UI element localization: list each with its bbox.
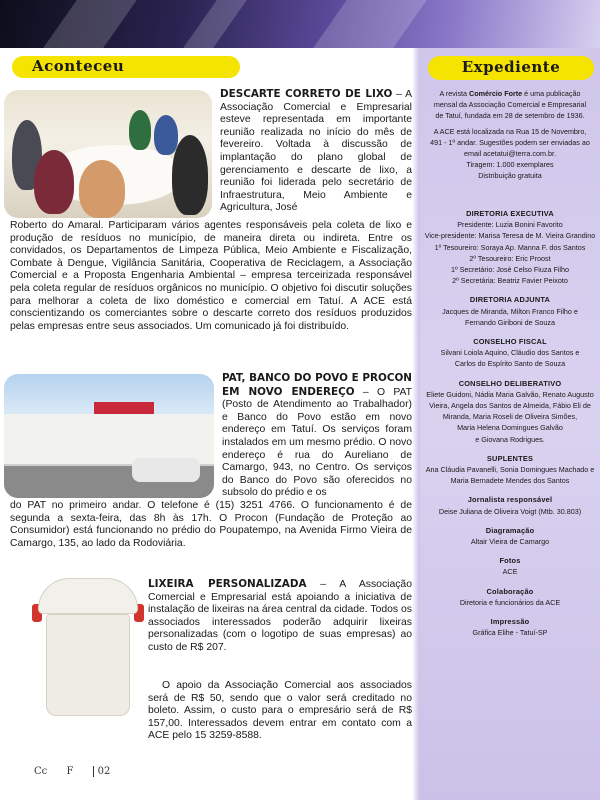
staff-section-title: DIRETORIA EXECUTIVA (466, 209, 554, 218)
person-figure (172, 135, 208, 215)
staff-line: Silvani Loiola Aquino, Cláudio dos Santos e (440, 348, 580, 358)
staff-section (420, 208, 600, 286)
staff-section-title: Impressão (490, 617, 530, 627)
staff-line: Presidente: Luzia Bonini Favorito (457, 220, 563, 230)
staff-line: Maria Helena Domingues Galvão (457, 423, 563, 433)
staff-section (420, 336, 600, 370)
intro-text: A revista (439, 89, 470, 98)
person-figure (34, 150, 74, 214)
staff-section-title: DIRETORIA ADJUNTA (469, 295, 551, 305)
page-footer (34, 766, 126, 777)
staff-line: Vieira, Angela dos Santos de Almeida, Fábio Eli de (429, 401, 591, 411)
staff-section (420, 494, 600, 516)
staff-sections (420, 208, 600, 647)
expediente-sidebar (420, 48, 600, 800)
staff-line: e Giovana Rodrigues. (475, 434, 545, 444)
staff-section (420, 555, 600, 577)
staff-line: Miranda, Maria Roseli de Oliveira Simões, (442, 412, 578, 422)
footer-mark-mid: F (66, 766, 74, 777)
staff-line: 1º Secretário: José Celso Fiuza Filho (450, 265, 570, 275)
staff-line: Jacques de Miranda, Milton Franco Filho e (442, 306, 578, 316)
staff-line: 1º Tesoureiro: Soraya Ap. Manna F. dos Santos (434, 242, 586, 252)
staff-line: 2º Secretária: Beatriz Favier Peixoto (452, 276, 568, 286)
footer-divider (93, 766, 94, 777)
person-figure (79, 160, 125, 218)
staff-line: Carlos do Espírito Santo de Souza (454, 359, 566, 369)
staff-line: Deise Juliana de Oliveira Voigt (Mtb. 30.803) (438, 506, 582, 516)
trash-bin-image (32, 578, 144, 718)
person-figure (154, 115, 178, 155)
staff-section (420, 378, 600, 445)
staff-line: ACE (502, 567, 518, 577)
staff-line: Eliete Guidoni, Nádia Maria Galvão, Renato Augusto (426, 389, 594, 399)
section-header-aconteceu (12, 56, 240, 78)
article-descarte-title: DESCARTE CORRETO DE LIXO (220, 88, 393, 100)
section-header-expediente (428, 56, 594, 80)
building-wall (4, 414, 214, 464)
article-lixeira-body: O apoio da Associação Comercial aos associados será de R$ 50, sendo que o valor será creditado no boleto. Assim, o custo para o empresário será de R$ 157,00. Interessados devem entrar em contato com a ACE pelo 15 3259-8588. (148, 680, 412, 742)
building-sign (94, 402, 154, 414)
article-lixeira-lead-text: – A Associação Comercial e Empresarial está apoiando a iniciativa de instalação de lixeiras na área central da cidade. Todos os associados interessados poderão adquirir lixeiras personalizadas (com o logotipo de suas empresas) ao custo de R$ 207. (148, 579, 412, 653)
expediente-intro (420, 88, 600, 182)
staff-section (420, 586, 600, 608)
section-header-label: Expediente (461, 58, 561, 76)
article-pat-body: do PAT no primeiro andar. O telefone é (15) 3251 4766. O funcionamento é de segunda a sexta-feira, das 8h às 17h. O Procon (Fundação de Proteção ao Consumidor) está funcionando no prédio do Poupatempo, na Avenida Firmo Vieira de Camargo, 135, ao lado da Rodoviária. (10, 500, 412, 549)
staff-section-title: Colaboração (486, 586, 534, 596)
building-photo (4, 374, 214, 498)
staff-line: Altair Vieira de Camargo (470, 537, 550, 547)
article-pat-title: PAT, BANCO DO POVO E PROCON EM NOVO ENDEREÇO (222, 372, 412, 398)
footer-mark-left: Cc (34, 766, 48, 777)
staff-section (420, 453, 600, 487)
tiragem-text: Tiragem: 1.000 exemplares (466, 160, 554, 170)
staff-section-title: SUPLENTES (486, 453, 534, 463)
staff-line: Diretoria e funcionários da ACE (459, 597, 561, 607)
section-header-label: Aconteceu (32, 57, 125, 75)
page-number: 02 (97, 766, 111, 777)
article-descarte-body: Roberto do Amaral. Participaram vários agentes responsáveis pela coleta de lixo e produção de resíduos no município, de maneira direta ou indireta. Entre os convidados, os Departamentos de Limpeza Pública, Meio Ambiente e Fiscalização, Combate à Dengue, Vigilância Sanitária, Cooperativa de Reciclagem, a Associação Comercial e a Proposta Engenharia Ambiental – empresa terceirizada responsável pela coleta regular de resíduos orgânicos no município. O objetivo foi discutir soluções para melhorar a coleta de lixo doméstico e comercial em Tatuí. A ACE está conscientizando os comerciantes sobre o descarte correto dos resíduos produzidos pelas empresas entre seus associados. Um comunicado já foi distribuído. (10, 220, 412, 332)
meeting-photo (4, 90, 212, 218)
article-descarte-lead (220, 88, 412, 215)
distribuicao-text: Distribuição gratuita (478, 171, 542, 181)
staff-line: Vice-presidente: Marisa Teresa de M. Vieira Grandino (424, 231, 596, 241)
staff-line: Gráfica Elihe - Tatuí-SP (472, 628, 548, 638)
bin-body (46, 614, 130, 716)
address-text: A ACE está localizada na Rua 15 de Novembro, 491 - 1º andar. Sugestões podem ser enviadas ao email acetatui@terra.com.br. (430, 126, 590, 159)
bin-lid (38, 578, 138, 614)
staff-section (420, 294, 600, 328)
staff-section-title: Fotos (499, 556, 521, 566)
intro-text: é uma publicação mensal da Associação Comercial e Empresarial de Tatuí, fundada em 28 de setembro de 1936. (433, 89, 587, 121)
staff-section-title: CONSELHO DELIBERATIVO (458, 378, 562, 388)
person-figure (129, 110, 151, 150)
staff-section-title: Diagramação (485, 525, 535, 535)
staff-line: 2º Tesoureiro: Eric Proost (469, 253, 551, 263)
article-descarte-lead-text: – A Associação Comercial e Empresarial esteve representada em importante reunião realizada no início do mês de fevereiro. Voltada à discussão de implantação do plano global de gerenciamento e descarte de lixo, a reunião foi liderada pelo secretário de Infraestrutura, Meio Ambiente e Agricultura, José (220, 89, 412, 214)
staff-section (420, 616, 600, 638)
staff-line: Maria Bernadete Mendes dos Santos (450, 476, 570, 486)
staff-line: Ana Cláudia Pavanelli, Sonia Domingues Machado e (425, 465, 595, 475)
article-lixeira-lead (148, 578, 412, 655)
staff-section (420, 525, 600, 547)
article-pat-lead-text: – O PAT (Posto de Atendimento ao Trabalhador) e Banco do Povo estão em novo endereço em Tatuí. Os serviços foram instalados em um mesmo prédio. O novo endereço é rua do Aureliano de Camargo, 943, no Centro. Os serviços do Banco do Povo são oferecidos no subsolo do prédio e os (222, 386, 412, 499)
article-pat-lead (222, 372, 412, 500)
car (132, 458, 200, 482)
staff-section-title: CONSELHO FISCAL (473, 337, 547, 347)
staff-line: Fernando Giriboni de Souza (465, 317, 555, 327)
article-lixeira-title: LIXEIRA PERSONALIZADA (148, 578, 307, 590)
magazine-name: Comércio Forte (469, 89, 523, 98)
staff-section-title: Jornalista responsável (467, 495, 553, 505)
